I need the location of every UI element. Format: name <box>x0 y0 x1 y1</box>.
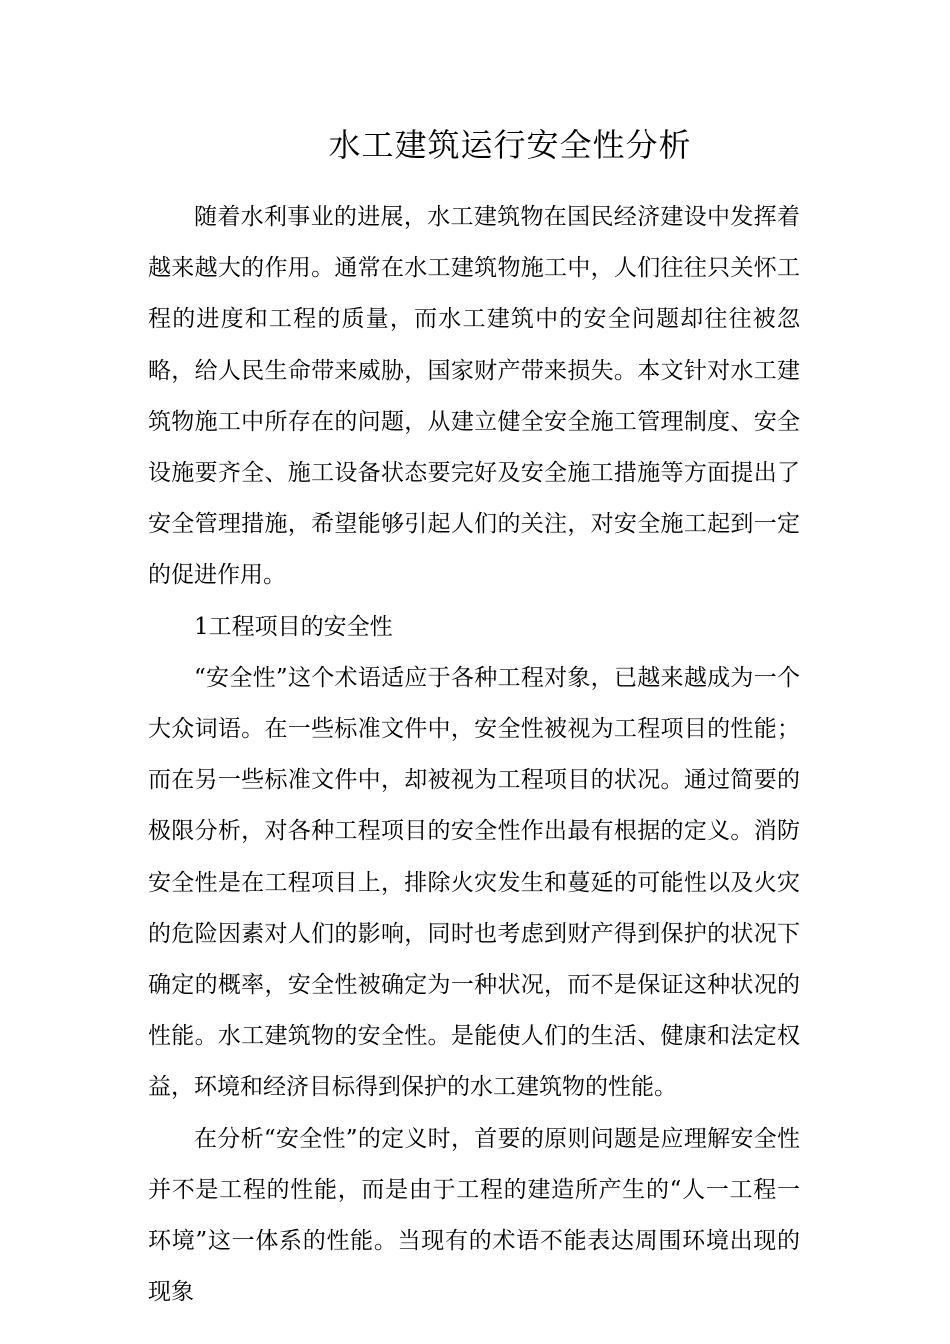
analysis-paragraph: 在分析“安全性”的定义时，首要的原则问题是应理解安全性并不是工程的性能，而是由于工程的建造所产生的“人一工程一环境”这一体系的性能。当现有的术语不能表达周围环境出现的现象 <box>148 1125 800 1306</box>
document-title: 水工建筑运行安全性分析 <box>328 126 692 164</box>
document-body <box>148 192 800 1318</box>
section-heading: 1工程项目的安全性 <box>194 613 393 640</box>
safety-definition-paragraph: “安全性”这个术语适应于各种工程对象，已越来越成为一个大众词语。在一些标准文件中，安全性被视为工程项目的性能；而在另一些标准文件中，却被视为工程项目的状况。通过简要的极限分析，对各种工程项目的安全性作出最有根据的定义。消防安全性是在工程项目上，排除火灾发生和蔓延的可能性以及火灾的危险因素对人们的影响，同时也考虑到财产得到保护的状况下确定的概率，安全性被确定为一种状况，而不是保证这种状况的性能。水工建筑物的安全性。是能使人们的生活、健康和法定权益，环境和经济目标得到保护的水工建筑物的性能。 <box>148 664 800 1101</box>
intro-paragraph: 随着水利事业的进展，水工建筑物在国民经济建设中发挥着越来越大的作用。通常在水工建筑物施工中，人们往往只关怀工程的进度和工程的质量，而水工建筑中的安全问题却往往被忽略，给人民生命带来威胁，国家财产带来损失。本文针对水工建筑物施工中所存在的问题，从建立健全安全施工管理制度、安全设施要齐全、施工设备状态要完好及安全施工措施等方面提出了安全管理措施，希望能够引起人们的关注，对安全施工起到一定的促进作用。 <box>148 204 800 589</box>
